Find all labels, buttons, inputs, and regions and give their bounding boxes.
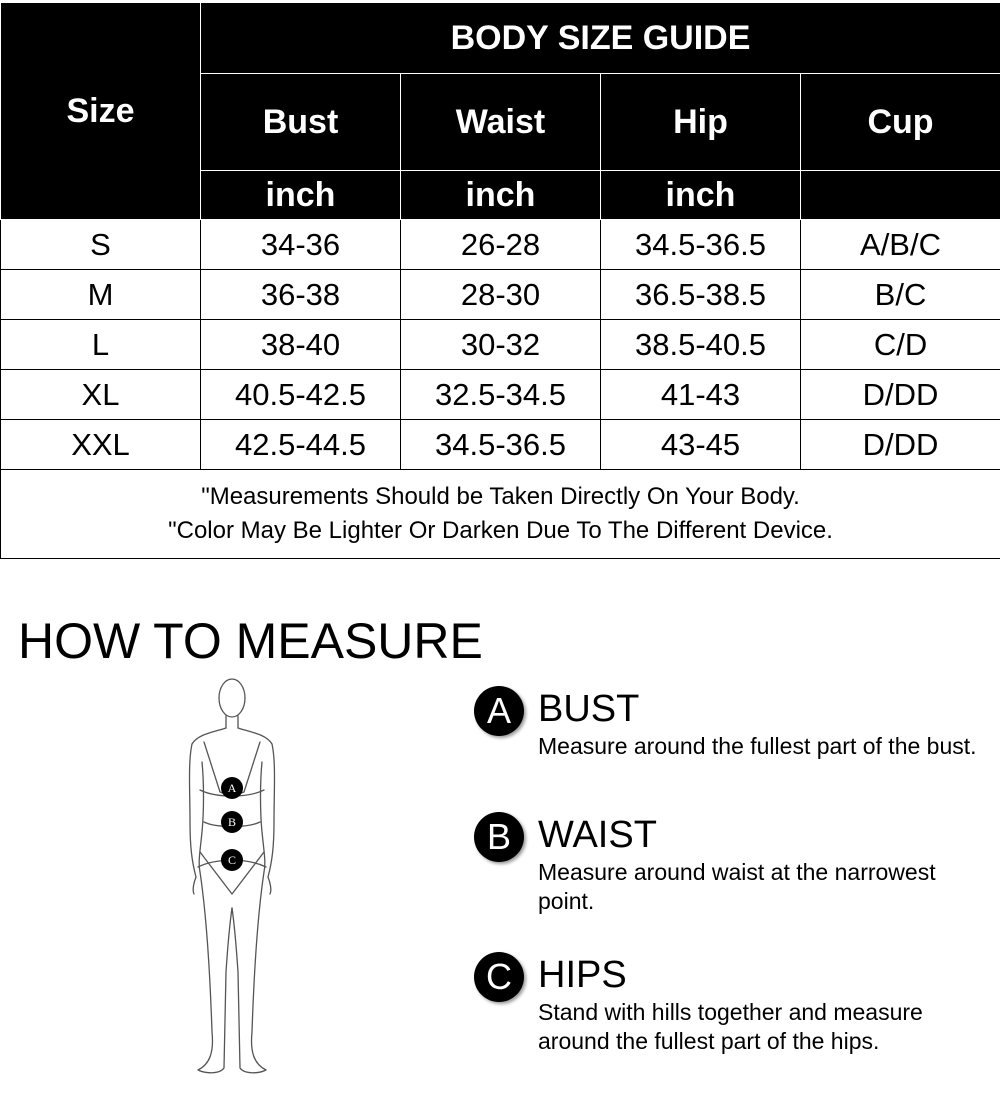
table-row	[1, 220, 1000, 270]
figure-marker-a-icon	[221, 777, 243, 799]
table-row	[1, 270, 1000, 320]
how-to-measure-title: HOW TO MEASURE	[18, 613, 483, 669]
cell-waist: 30-32	[401, 320, 601, 370]
step-description: Measure around waist at the narrowest point.	[538, 859, 936, 914]
cell-waist: 26-28	[401, 220, 601, 270]
step-description: Stand with hills together and measure around the fullest part of the hips.	[538, 999, 923, 1054]
size-guide-table	[0, 2, 1000, 559]
cell-size: M	[1, 270, 201, 320]
cell-size: XXL	[1, 420, 201, 470]
column-header-cup: Cup	[801, 74, 1000, 171]
figure-marker-c-icon	[221, 849, 243, 871]
cell-hip: 36.5-38.5	[601, 270, 801, 320]
step-title: BUST	[538, 688, 640, 730]
cell-size: S	[1, 220, 201, 270]
body-figure-illustration	[176, 672, 296, 1092]
column-header-bust: Bust	[201, 74, 401, 171]
note-line: "Measurements Should be Taken Directly On Your Body.	[201, 483, 800, 510]
unit-hip: inch	[601, 171, 801, 220]
column-header-waist: Waist	[401, 74, 601, 171]
column-header-hip: Hip	[601, 74, 801, 171]
badge-a-icon: A	[474, 686, 524, 736]
step-title: HIPS	[538, 954, 627, 996]
step-description: Measure around the fullest part of the bust.	[538, 733, 977, 759]
table-notes	[1, 470, 1000, 559]
cell-cup: D/DD	[801, 370, 1000, 420]
size-column-header: Size	[1, 3, 201, 220]
step-bust	[474, 686, 984, 796]
cell-hip: 41-43	[601, 370, 801, 420]
svg-text:A: A	[227, 781, 237, 795]
cell-bust: 38-40	[201, 320, 401, 370]
svg-text:B: B	[227, 815, 237, 829]
cell-cup: D/DD	[801, 420, 1000, 470]
figure-marker-b-icon	[221, 811, 243, 833]
cell-size: L	[1, 320, 201, 370]
cell-bust: 36-38	[201, 270, 401, 320]
cell-cup: A/B/C	[801, 220, 1000, 270]
unit-cup	[801, 171, 1000, 220]
cell-cup: B/C	[801, 270, 1000, 320]
cell-waist: 32.5-34.5	[401, 370, 601, 420]
step-title: WAIST	[538, 814, 657, 856]
cell-hip: 38.5-40.5	[601, 320, 801, 370]
cell-hip: 34.5-36.5	[601, 220, 801, 270]
step-hips	[474, 952, 984, 1062]
svg-text:C: C	[227, 853, 237, 867]
table-title: BODY SIZE GUIDE	[201, 3, 1000, 74]
cell-hip: 43-45	[601, 420, 801, 470]
note-line: "Color May Be Lighter Or Darken Due To The Different Device.	[168, 517, 833, 544]
cell-waist: 34.5-36.5	[401, 420, 601, 470]
step-waist	[474, 812, 984, 922]
cell-bust: 42.5-44.5	[201, 420, 401, 470]
table-row	[1, 420, 1000, 470]
cell-waist: 28-30	[401, 270, 601, 320]
badge-c-icon: C	[474, 952, 524, 1002]
badge-b-icon: B	[474, 812, 524, 862]
cell-cup: C/D	[801, 320, 1000, 370]
unit-bust: inch	[201, 171, 401, 220]
table-row	[1, 370, 1000, 420]
cell-bust: 40.5-42.5	[201, 370, 401, 420]
unit-waist: inch	[401, 171, 601, 220]
cell-size: XL	[1, 370, 201, 420]
cell-bust: 34-36	[201, 220, 401, 270]
table-row	[1, 320, 1000, 370]
